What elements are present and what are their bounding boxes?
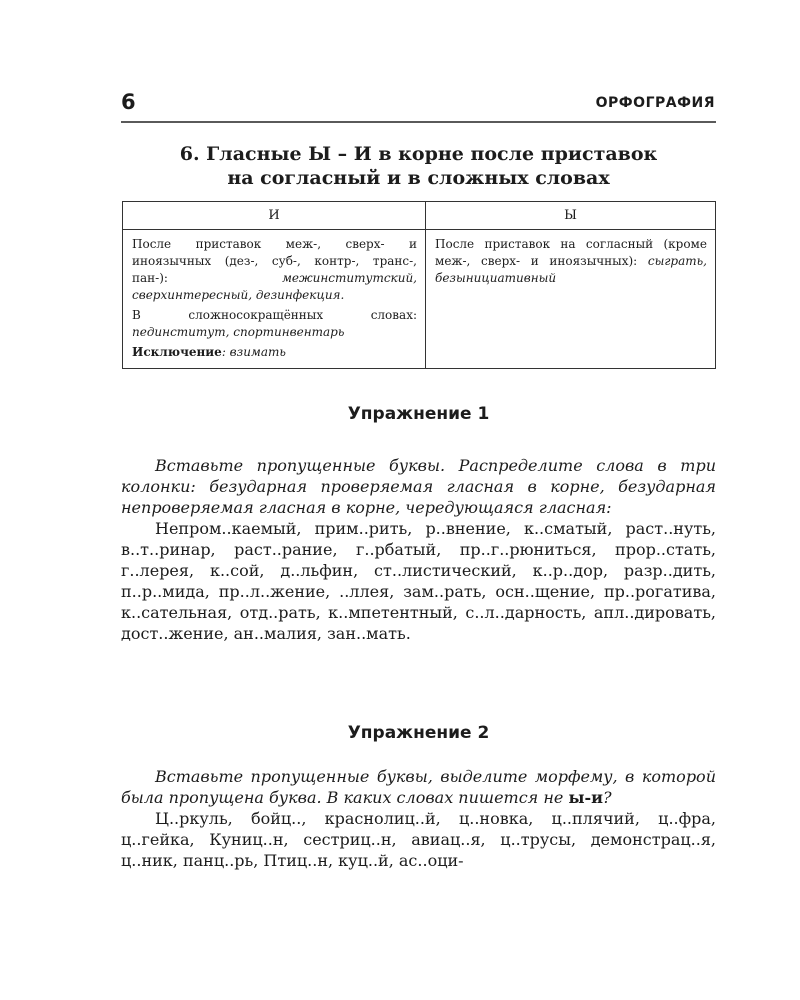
table-cell-y [426,230,716,369]
exercise1-body [121,455,716,644]
instruction-text: Вставьте пропущенные буквы, выделите морфему, в которой была пропущена буква. В каких словах пишется не [121,767,716,807]
exercise1-instruction: Вставьте пропущенные буквы. Распределите слова в три колонки: безударная проверяемая гласная в корне, безударная непроверяемая гласная в корне, чередующаяся гласная: [121,456,716,517]
section-title [121,142,716,190]
rule-i-compound [132,307,417,341]
exercise2-body [121,766,716,871]
rule-text: После приставок меж-, сверх- и иноязычных (дез-, суб-, контр-, транс-, пан-): [132,237,417,285]
exception-label: Исключение [132,345,222,359]
table-cell-i [123,230,426,369]
instruction-bold: ы-и [568,788,603,807]
table-heading-i: И [123,202,426,230]
rule-examples: сыграть, безынициативный [435,254,707,285]
running-header: ОРФОГРАФИЯ [595,95,715,111]
instruction-end: ? [602,788,612,807]
rule-examples: пединститут, спортинвентарь [132,325,345,339]
table-row [123,230,716,369]
page-number: 6 [121,90,136,114]
exercise2-words: Ц..ркуль, бойц.., краснолиц..й, ц..новка, ц..плячий, ц..фра, ц..гейка, Куниц..н, сестриц..н, авиац..я, ц..трусы, демонстрац..я, ц..ник, панц..рь, Птиц..н, куц..й, ас..оци- [121,809,716,870]
exercise1-title: Упражнение 1 [347,404,490,424]
table-heading-y: Ы [426,202,716,230]
exercise2-title: Упражнение 2 [347,723,490,743]
header-rule [121,121,716,123]
exception-example: : взимать [221,345,286,359]
exercise2-instruction [121,766,716,808]
rule-table [122,201,716,369]
exercise1-words: Непром..каемый, прим..рить, р..внение, к..сматый, раст..нуть, в..т..ринар, раст..рание, г..рбатый, пр..г..рюниться, прор..стать, г..лерея, к..сой, д..льфин, ст..листический, к..р..дор, разр..дить, п..р..мида, пр..л..жение, ..ллея, зам..рать, осн..щение, пр..рогатива, к..сательная, отд..рать, к..мпетентный, с..л..дарность, апл..дировать, дост..жение, ан..малия, зан..мать. [121,519,716,643]
rule-i-prefixes [132,236,417,304]
rule-y-prefixes [435,236,707,287]
section-title-line1: 6. Гласные Ы – И в корне после приставок [179,143,658,165]
rule-text: После приставок на согласный (кроме меж-, сверх- и иноязычных): [435,237,707,268]
rule-examples: межинститутский, сверхинтересный, дезинфекция. [132,271,417,302]
rule-i-exception [132,344,417,361]
section-title-line2: на согласный и в сложных словах [227,167,610,189]
rule-text: В сложносокращённых словах: [132,308,417,322]
table-header-row [123,202,716,230]
